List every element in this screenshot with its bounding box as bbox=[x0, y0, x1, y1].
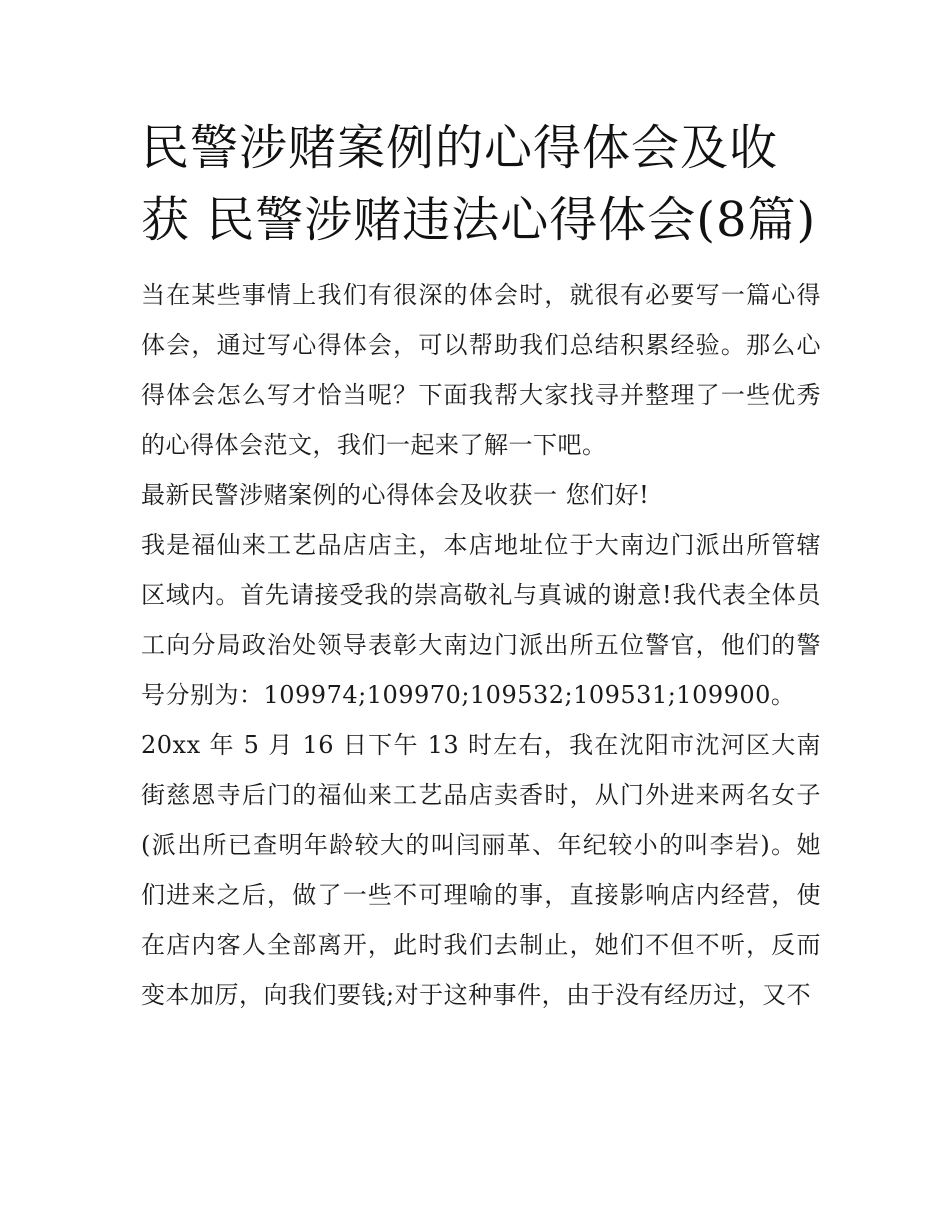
document-title: 民警涉赌案例的心得体会及收获 民警涉赌违法心得体会(8篇) bbox=[141, 120, 817, 248]
section-heading-paragraph: 最新民警涉赌案例的心得体会及收获一 您们好! bbox=[141, 481, 650, 509]
intro-paragraph: 当在某些事情上我们有很深的体会时，就很有必要写一篇心得体会，通过写心得体会，可以帮助我们总结积累经验。那么心得体会怎么写才恰当呢？下面我帮大家找寻并整理了一些优秀的心得体会范文，我们一起来了解一下吧。 bbox=[141, 281, 821, 459]
body-paragraph: 我是福仙来工艺品店店主，本店地址位于大南边门派出所管辖区域内。首先请接受我的崇高敬礼与真诚的谢意!我代表全体员工向分局政治处领导表彰大南边门派出所五位警官，他们的警号分别为：109974;109970;109532;109531;109900。 bbox=[141, 531, 821, 709]
document-body bbox=[141, 112, 821, 1020]
body-paragraph: 20xx 年 5 月 16 日下午 13 时左右，我在沈阳市沈河区大南街慈恩寺后门的福仙来工艺品店卖香时，从门外进来两名女子(派出所已查明年龄较大的叫闫丽革、年纪较小的叫李岩)。她们进来之后，做了一些不可理喻的事，直接影响店内经营，使在店内客人全部离开，此时我们去制止，她们不但不听，反而变本加厉，向我们要钱;对于这种事件，由于没有经历过，又不 bbox=[141, 731, 821, 1009]
